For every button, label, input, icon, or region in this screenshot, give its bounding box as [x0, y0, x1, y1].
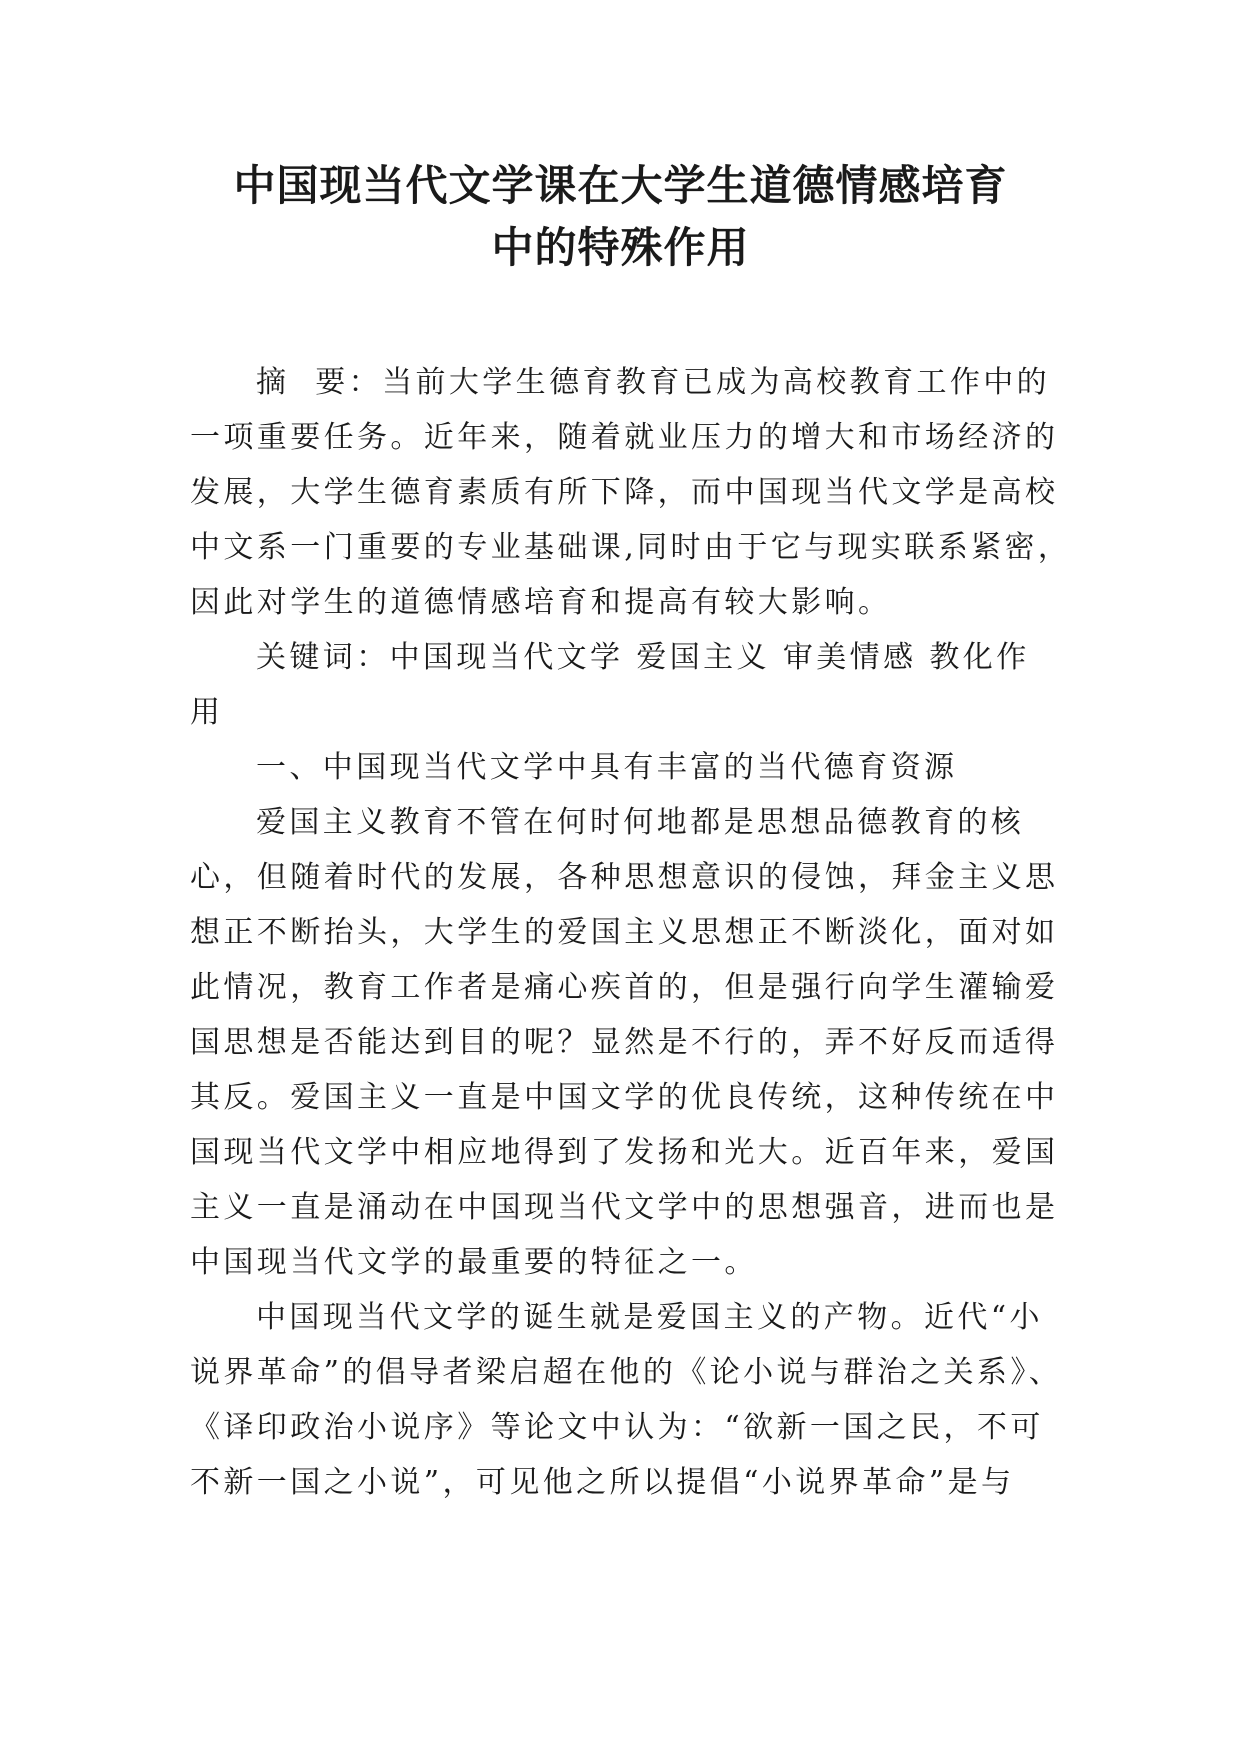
abstract-line: 因此对学生的道德情感培育和提高有较大影响。	[190, 585, 892, 620]
paragraph-line: 爱国主义教育不管在何时何地都是思想品德教育的核	[256, 805, 1025, 840]
paragraph-line: 说界革命”的倡导者梁启超在他的《论小说与群治之关系》、	[190, 1355, 1063, 1390]
paragraph-line: 《译印政治小说序》等论文中认为：“欲新一国之民，不可	[190, 1410, 1044, 1445]
abstract-line: 摘 要：当前大学生德育教育已成为高校教育工作中的	[256, 365, 1051, 400]
paragraph-line: 不新一国之小说”，可见他之所以提倡“小说界革命”是与	[190, 1465, 1015, 1500]
paragraph-line: 想正不断抬头，大学生的爱国主义思想正不断淡化，面对如	[190, 915, 1059, 950]
paragraph-line: 其反。爱国主义一直是中国文学的优良传统，这种传统在中	[190, 1080, 1059, 1115]
paragraph-line: 国现当代文学中相应地得到了发扬和光大。近百年来，爱国	[190, 1135, 1059, 1170]
abstract-line: 发展，大学生德育素质有所下降，而中国现当代文学是高校	[190, 475, 1059, 510]
abstract-line: 中文系一门重要的专业基础课,同时由于它与现实联系紧密，	[190, 530, 1072, 565]
document-title	[0, 155, 1241, 279]
paragraph-line: 国思想是否能达到目的呢？显然是不行的，弄不好反而适得	[190, 1025, 1059, 1060]
paragraph-line: 心，但随着时代的发展，各种思想意识的侵蚀，拜金主义思	[190, 860, 1059, 895]
title-line-1: 中国现当代文学课在大学生道德情感培育	[233, 161, 1008, 210]
paragraph-line: 主义一直是涌动在中国现当代文学中的思想强音，进而也是	[190, 1190, 1059, 1225]
keywords-line: 关键词：中国现当代文学 爱国主义 审美情感 教化作	[256, 640, 1030, 675]
paragraph-line: 中国现当代文学的诞生就是爱国主义的产物。近代“小	[256, 1300, 1043, 1335]
paragraph-line: 此情况，教育工作者是痛心疾首的，但是强行向学生灌输爱	[190, 970, 1059, 1005]
section-heading: 一、中国现当代文学中具有丰富的当代德育资源	[256, 750, 958, 785]
paragraph-line: 中国现当代文学的最重要的特征之一。	[190, 1245, 758, 1280]
keywords-line: 用	[190, 695, 224, 730]
document-body	[190, 355, 1072, 1510]
title-line-2: 中的特殊作用	[491, 223, 750, 272]
abstract-line: 一项重要任务。近年来，随着就业压力的增大和市场经济的	[190, 420, 1059, 455]
